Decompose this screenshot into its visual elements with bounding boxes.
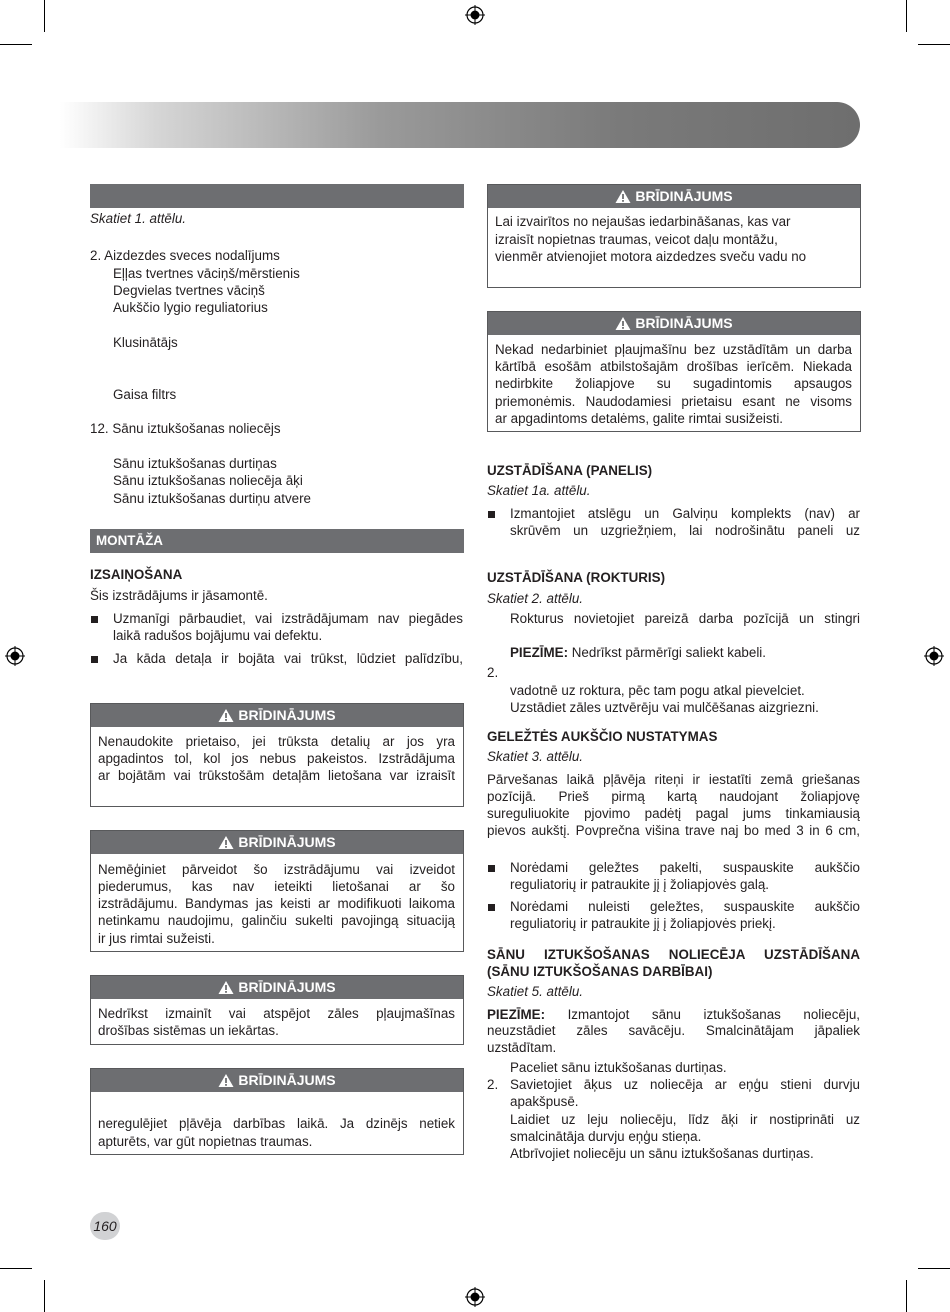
paragraph: Pārvešanas laikā pļāvēja riteņi ir iestatīti zemā griešanas	[487, 772, 860, 787]
subheading-panelis: UZSTĀDĪŠANA (PANELIS)	[487, 463, 653, 478]
warning-text: drošības sistēmas un iekārtas.	[98, 1023, 279, 1038]
registration-mark-icon	[924, 646, 944, 666]
paragraph: Šis izstrādājums ir jāsamontē.	[90, 588, 268, 603]
header-banner	[60, 102, 860, 148]
part-item: Gaisa filtrs	[113, 387, 177, 402]
warning-text: Lai izvairītos no nejaušas iedarbināšanas, kas var	[495, 214, 791, 229]
warning-title: BRĪDINĀJUMS	[238, 1072, 336, 1088]
warning-title: BRĪDINĀJUMS	[635, 188, 733, 204]
warning-text: apgadintos tol, kol jos nebus pakeistos. Izstrādājuma	[98, 751, 455, 766]
warning-text: neregulējiet pļāvēja darbības laikā. Ja dzinējs netiek	[98, 1116, 455, 1131]
warning-title: BRĪDINĀJUMS	[238, 707, 336, 723]
warning-header	[91, 704, 463, 727]
part-item: Eļļas tvertnes vāciņš/mērstienis	[113, 266, 300, 281]
warning-header	[91, 976, 463, 999]
crop-mark	[918, 44, 950, 45]
step-text: Laidiet uz leju noliecēju, līdz āķi ir nostiprināti uz	[510, 1112, 860, 1127]
see-figure: Skatiet 1a. attēlu.	[487, 483, 591, 498]
warning-triangle-icon	[218, 708, 234, 723]
step-text: apakšpusē.	[510, 1094, 579, 1109]
warning-header	[91, 1069, 463, 1092]
part-item: Sānu iztukšošanas noliecēja āķi	[113, 473, 303, 488]
warning-header	[91, 831, 463, 854]
step-text: Paceliet sānu iztukšošanas durtiņas.	[510, 1060, 727, 1075]
warning-text: ir jus rimtai sužeisti.	[98, 931, 215, 946]
warning-text: nedirbkite žoliapjove su sugadintomis apsaugos	[495, 376, 852, 391]
warning-triangle-icon	[615, 316, 631, 331]
note-text: uzstādītam.	[487, 1040, 557, 1055]
warning-title: BRĪDINĀJUMS	[238, 834, 336, 850]
part-item: Aukščio lygio reguliatorius	[113, 300, 268, 315]
warning-text: Nenaudokite prietaiso, jei trūksta detalių ar jos yra	[98, 734, 455, 749]
see-figure: Skatiet 2. attēlu.	[487, 591, 584, 606]
note-text: neuzstādiet zāles savācēju. Smalcinātājam jāpaliek	[487, 1023, 860, 1038]
subheading-side-discharge: (SĀNU IZTUKŠOŠANAS DARBĪBAI)	[487, 964, 713, 979]
part-item: Sānu iztukšošanas durtiņu atvere	[113, 491, 312, 506]
warning-triangle-icon	[218, 835, 234, 850]
bullet-icon	[91, 616, 98, 623]
paragraph: sureguliuokite pjovimo padėtį pagal jums tinkamiausią	[487, 806, 860, 821]
warning-text: netinkamu naudojimu, galinčiu sukelti pavojingą situaciją	[98, 913, 455, 928]
bullet-text: reguliatorių ir patraukite jį į žoliapjovės galą.	[510, 877, 770, 892]
crop-mark	[44, 0, 45, 32]
paragraph: pozīcijā. Prieš pirmą kartą naudojant žoliapjovę	[487, 789, 860, 804]
warning-header	[488, 312, 860, 335]
warning-title: BRĪDINĀJUMS	[238, 979, 336, 995]
see-figure: Skatiet 5. attēlu.	[487, 984, 584, 999]
crop-mark	[906, 0, 907, 32]
warning-text: Nemēģiniet pārveidot šo izstrādājumu vai izveidot	[98, 862, 455, 877]
subheading-rokturis: UZSTĀDĪŠANA (ROKTURIS)	[487, 570, 666, 585]
crop-mark	[44, 1280, 45, 1312]
paragraph: Rokturus novietojiet pareizā darba pozīcijā un stingri	[510, 611, 860, 626]
warning-triangle-icon	[615, 189, 631, 204]
note-text: Izmantojot sānu iztukšošanas noliecēju,	[545, 1007, 860, 1022]
warning-text: izstrādājumu. Bandymas jas keisti ar modifikuoti laikoma	[98, 896, 455, 911]
step-text: smalcinātāja durvju eņģu stieņa.	[510, 1129, 702, 1144]
note-label: PIEZĪME:	[487, 1007, 546, 1022]
warning-triangle-icon	[218, 1073, 234, 1088]
note	[510, 644, 766, 661]
note	[487, 1006, 860, 1023]
warning-triangle-icon	[218, 980, 234, 995]
bullet-text: Norėdami geležtes pakelti, suspauskite aukščio	[510, 860, 860, 875]
paragraph: vadotnē uz roktura, pēc tam pogu atkal pievelciet.	[510, 683, 805, 698]
bullet-text: Norėdami nuleisti geležtes, suspauskite aukščio	[510, 899, 860, 914]
note-label: PIEZĪME:	[510, 645, 569, 660]
step-text: Savietojiet āķus uz noliecēja ar eņģu stieni durvju	[510, 1077, 860, 1092]
warning-text: izraisīt nopietnas traumas, veicot daļu montāžu,	[495, 232, 778, 247]
registration-mark-icon	[5, 646, 25, 666]
warning-text: priemonėmis. Naudodamiesi prietaisu esant ne visoms	[495, 394, 852, 409]
section-bar-empty	[90, 184, 464, 208]
part-item: 12. Sānu iztukšošanas noliecējs	[90, 421, 281, 436]
part-item: 2. Aizdezdes sveces nodalījums	[90, 248, 280, 263]
registration-mark-icon	[465, 5, 485, 25]
section-bar-montaza: MONTĀŽA	[90, 529, 464, 553]
note-text: Nedrīkst pārmērīgi saliekt kabeli.	[568, 645, 766, 660]
paragraph: pievos aukštį. Povprečna višina trave naj bo med 3 in 6 cm,	[487, 823, 860, 838]
part-item: Degvielas tvertnes vāciņš	[113, 283, 265, 298]
registration-mark-icon	[465, 1287, 485, 1307]
paragraph: Uzstādiet zāles uztvērēju vai mulčēšanas aizgriezni.	[510, 700, 819, 715]
warning-text: ar bojātām vai trūkstošām detaļām lietošana var izraisīt	[98, 768, 455, 783]
warning-text: Nekad nedarbiniet pļaujmašīnu bez uzstādītām un darba	[495, 342, 852, 357]
bullet-text: Ja kāda detaļa ir bojāta vai trūkst, lūdziet palīdzību,	[113, 651, 463, 666]
step-number: 2.	[487, 1077, 499, 1092]
subheading-side-discharge: SĀNU IZTUKŠOŠANAS NOLIECĒJA UZSTĀDĪŠANA	[487, 947, 860, 962]
step-number: 2.	[487, 665, 499, 680]
bullet-icon	[91, 656, 98, 663]
subheading-izsainosana: IZSAIŅOŠANA	[90, 567, 183, 582]
bullet-text: laikā radušos bojājumu vai defektu.	[113, 628, 323, 643]
crop-mark	[906, 1280, 907, 1312]
warning-text: apturēts, var gūt nopietnas traumas.	[98, 1134, 313, 1149]
warning-text: kārtībā esošām atbilstošajām drošības ierīcēm. Niekada	[495, 359, 852, 374]
warning-text: Nedrīkst izmainīt vai atspējot zāles pļaujmašīnas	[98, 1006, 455, 1021]
warning-header	[488, 185, 860, 208]
subheading-height: GELEŽTĖS AUKŠČIO NUSTATYMAS	[487, 729, 718, 744]
part-item: Sānu iztukšošanas durtiņas	[113, 456, 277, 471]
crop-mark	[0, 1268, 32, 1269]
warning-text: vienmēr atvienojiet motora aizdedzes sveču vadu no	[495, 249, 807, 264]
warning-text: ar apgadintoms detalėms, galite rimtai susižeisti.	[495, 411, 784, 426]
crop-mark	[918, 1268, 950, 1269]
bullet-icon	[488, 904, 495, 911]
see-figure: Skatiet 3. attēlu.	[487, 749, 584, 764]
part-item: Klusinātājs	[113, 335, 178, 350]
bullet-text: skrūvēm un uzgriežņiem, lai nodrošinātu paneli uz	[510, 523, 860, 538]
warning-text: piederumus, kas nav ieteikti lietošanai ar šo	[98, 879, 455, 894]
step-text: Atbrīvojiet noliecēju un sānu iztukšošanas durtiņas.	[510, 1146, 814, 1161]
warning-title: BRĪDINĀJUMS	[635, 315, 733, 331]
see-figure: Skatiet 1. attēlu.	[90, 211, 187, 226]
bullet-text: Izmantojiet atslēgu un Galviņu komplekts (nav) ar	[510, 506, 860, 521]
bullet-icon	[488, 865, 495, 872]
bullet-icon	[488, 511, 495, 518]
bullet-text: Uzmanīgi pārbaudiet, vai izstrādājumam nav piegādes	[113, 611, 463, 626]
page-number: 160	[90, 1212, 120, 1240]
crop-mark	[0, 44, 32, 45]
bullet-text: reguliatorių ir patraukite jį į žoliapjovės priekį.	[510, 916, 776, 931]
